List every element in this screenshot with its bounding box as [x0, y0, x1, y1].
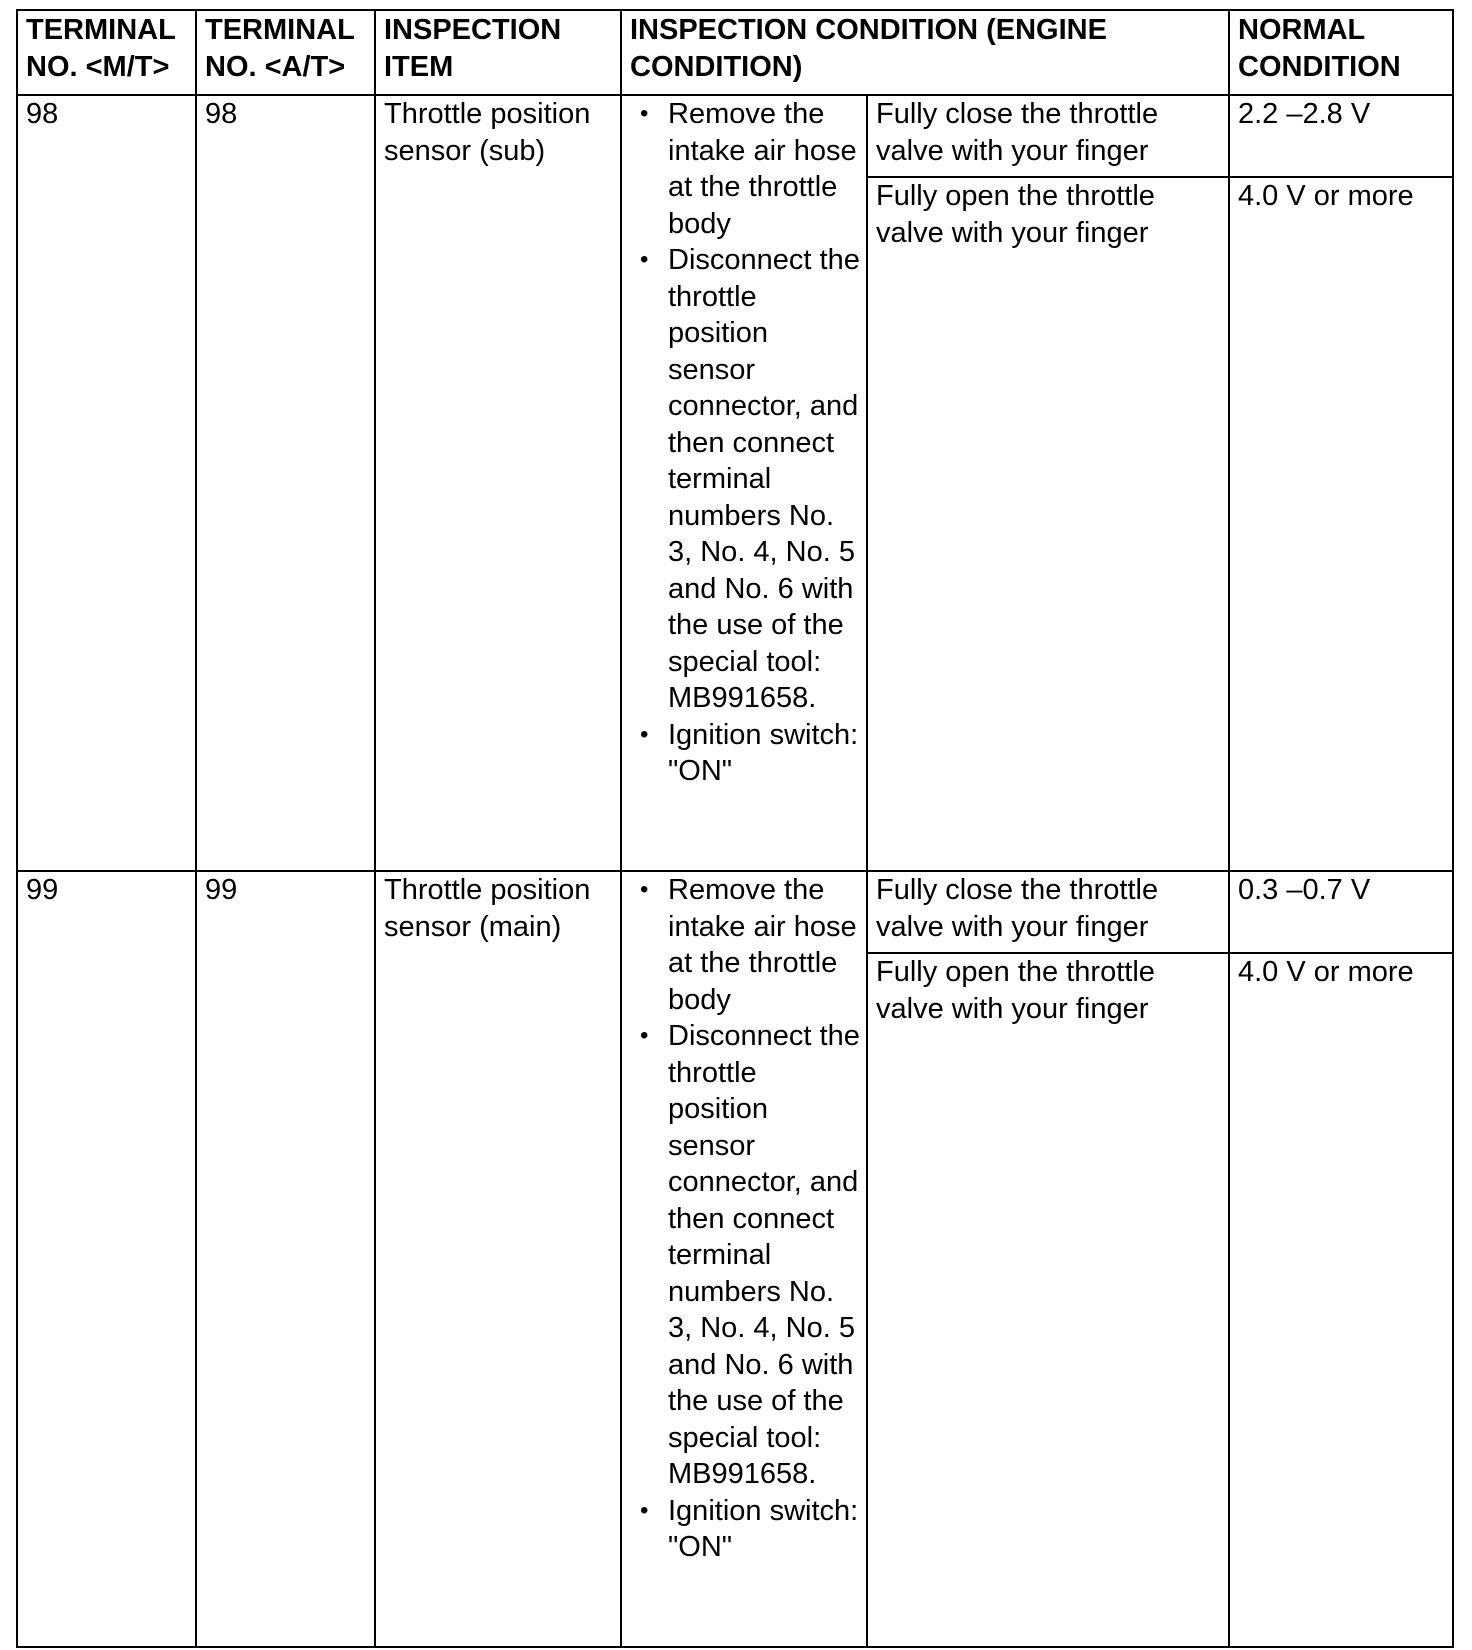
condition-cell: Fully open the throttle valve with your finger	[867, 177, 1229, 871]
normal-condition-cell: 4.0 V or more	[1229, 953, 1453, 1647]
terminal-at-cell: 99	[196, 871, 375, 1647]
inspection-steps-list	[630, 872, 860, 1566]
list-item: • Disconnect the throttle position sensor connector, and then connect terminal numbers No. 3, No. 4, No. 5 and No. 6 with the use of the special tool: MB991658.	[630, 242, 860, 717]
header-inspection-condition: INSPECTION CONDITION (ENGINE CONDITION)	[621, 10, 1229, 95]
inspection-steps-cell	[621, 95, 867, 871]
header-normal-condition: NORMAL CONDITION	[1229, 10, 1453, 95]
normal-condition-cell: 2.2 –2.8 V	[1229, 95, 1453, 177]
inspection-steps-cell	[621, 871, 867, 1647]
terminal-at-cell: 98	[196, 95, 375, 871]
header-terminal-mt: TERMINAL NO. <M/T>	[17, 10, 196, 95]
condition-cell: Fully close the throttle valve with your finger	[867, 871, 1229, 953]
table-header-row	[17, 10, 1453, 95]
list-item: • Ignition switch: "ON"	[630, 1493, 860, 1566]
condition-cell: Fully close the throttle valve with your finger	[867, 95, 1229, 177]
terminal-mt-cell: 99	[17, 871, 196, 1647]
list-item: • Remove the intake air hose at the throttle body	[630, 96, 860, 242]
normal-condition-cell: 4.0 V or more	[1229, 177, 1453, 871]
terminal-inspection-table	[16, 9, 1454, 1648]
list-item: • Ignition switch: "ON"	[630, 717, 860, 790]
normal-condition-cell: 0.3 –0.7 V	[1229, 871, 1453, 953]
table-row	[17, 871, 1453, 953]
inspection-item-cell: Throttle position sensor (main)	[375, 871, 621, 1647]
header-inspection-item: INSPECTION ITEM	[375, 10, 621, 95]
table-row	[17, 95, 1453, 177]
inspection-item-cell: Throttle position sensor (sub)	[375, 95, 621, 871]
condition-cell: Fully open the throttle valve with your finger	[867, 953, 1229, 1647]
header-terminal-at: TERMINAL NO. <A/T>	[196, 10, 375, 95]
list-item: • Disconnect the throttle position sensor connector, and then connect terminal numbers No. 3, No. 4, No. 5 and No. 6 with the use of the special tool: MB991658.	[630, 1018, 860, 1493]
inspection-steps-list	[630, 96, 860, 790]
terminal-mt-cell: 98	[17, 95, 196, 871]
list-item: • Remove the intake air hose at the throttle body	[630, 872, 860, 1018]
